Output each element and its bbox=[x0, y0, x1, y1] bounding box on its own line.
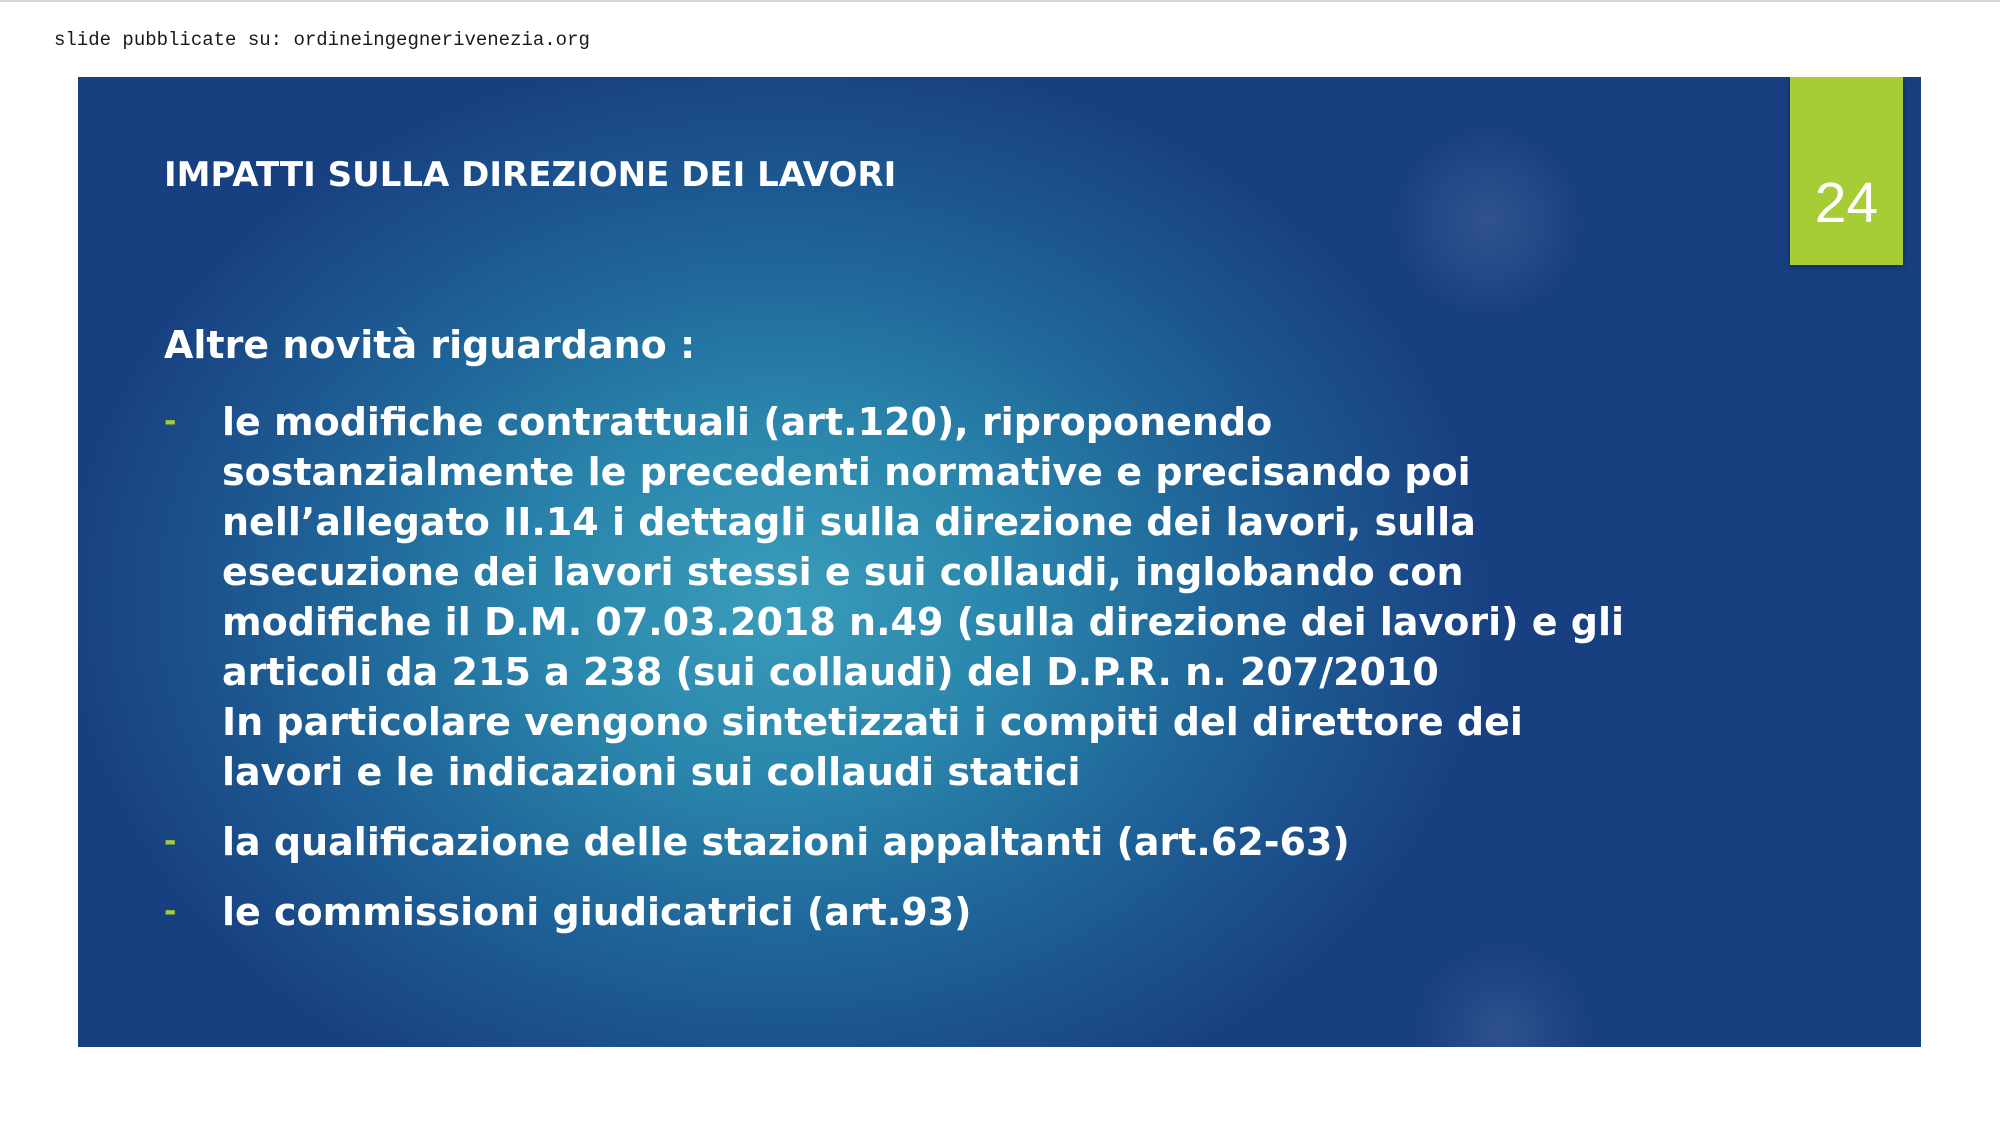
slide-number: 24 bbox=[1814, 171, 1879, 235]
intro-text: Altre novità riguardano : bbox=[164, 323, 696, 367]
dash-bullet-icon: - bbox=[164, 894, 177, 929]
bullet-text: le modifiche contrattuali (art.120), riproponendo sostanzialmente le precedenti normative e precisando poi nell’allegato II.14 i dettagli sulla direzione dei lavori, sulla esecuzione dei lavori stessi e sui collaudi, inglobando con modifiche il D.M. 07.03.2018 n.49 (sulla direzione dei lavori) e gli articoli da 215 a 238 (sui collaudi) del D.P.R. n. 207/2010 In particolare vengono sintetizzati i compiti del direttore dei lavori e le indicazioni sui collaudi statici bbox=[222, 400, 1625, 794]
dash-bullet-icon: - bbox=[164, 404, 177, 439]
bullet-item bbox=[164, 887, 1764, 937]
dash-bullet-icon: - bbox=[164, 824, 177, 859]
bullet-item bbox=[164, 397, 1764, 797]
slide-title: IMPATTI SULLA DIREZIONE DEI LAVORI bbox=[164, 155, 897, 195]
top-divider bbox=[0, 0, 2000, 2]
bullet-list bbox=[164, 397, 1764, 957]
bullet-text: le commissioni giudicatrici (art.93) bbox=[222, 890, 972, 934]
bullet-item bbox=[164, 817, 1764, 867]
source-note: slide pubblicate su: ordineingegnerivenezia.org bbox=[54, 29, 590, 51]
slide-number-badge bbox=[1790, 77, 1903, 265]
slide bbox=[78, 77, 1921, 1047]
bullet-text: la qualificazione delle stazioni appaltanti (art.62-63) bbox=[222, 820, 1350, 864]
